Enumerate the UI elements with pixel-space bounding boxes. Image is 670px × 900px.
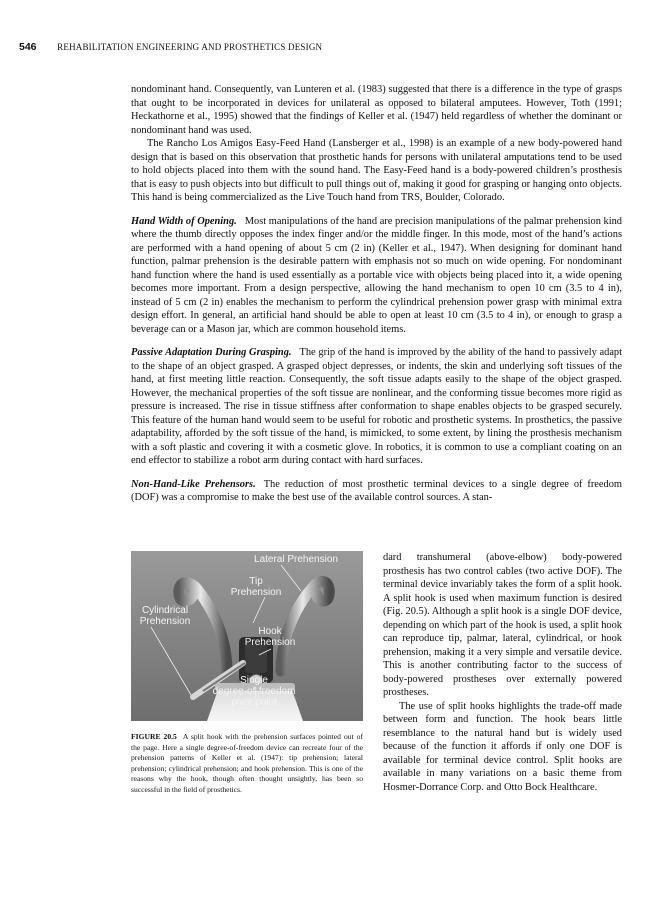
running-head-title: REHABILITATION ENGINEERING AND PROSTHETICS DESIGN xyxy=(57,42,323,52)
right-paragraph-2: The use of split hooks highlights the trade-off made between form and function. The hook bears little resemblance to the natural hand but is widely used because of the function it affords if only one DOF is available for terminal device control. Split hooks are available in many variations on a basic theme from Hosmer-Dorrance Corp. and Otto Bock Healthcare. xyxy=(383,700,622,793)
label-hook-prehension xyxy=(239,626,301,648)
label-tip-prehension xyxy=(226,576,286,598)
right-paragraph-1: dard transhumeral (above-elbow) body-powered prosthesis has two control cables (two active DOF). The terminal device invariably takes the form of a split hook. A split hook is used when maximum function is desired (Fig. 20.5). Although a split hook is a single DOF device, depending on which part of the hook is used, a split hook can reproduce tip, palmar, lateral, cylindrical, or hook prehension, making it a very simple and versatile device. This is another contributing factor to the success of body-powered prostheses over externally powered prostheses. xyxy=(383,552,622,698)
label-line: Prehension xyxy=(244,637,296,648)
section-passive-adaptation xyxy=(131,346,622,468)
label-pivot-point xyxy=(199,675,309,708)
figure-split-hook xyxy=(131,551,363,721)
paragraph-1: nondominant hand. Consequently, van Lunteren et al. (1983) suggested that there is a difference in the type of grasps that ought to be incorporated in devices for unilateral as opposed to bilateral amputees. However, Toth (1991; Heckathorne et al., 1995) showed that the findings of Keller et al. (1947) held regardless of whether the dominant or nondominant hand was used. xyxy=(131,84,622,136)
section-text: Most manipulations of the hand are precision manipulations of the palmar prehension kind where the thumb directly opposes the index finger and/or the middle finger. In this mode, most of the hand’s actions are performed with a hand opening of about 5 cm (2 in) (Keller et al., 1947). When designing for dominant hand function, palmar prehension is the desirable pattern with emphasis not so much on wide opening. For nondominant hand function where the hand is used essentially as a portable vice with objects being placed into it, a wide opening becomes more important. From a design perspective, allowing the hand mechanism to open 10 cm (3.5 to 4 in), instead of 5 cm (2 in) enables the mechanism to perform the cylindrical prehension power grasp with minimal extra design effort. In general, an artificial hand should be able to open at least 10 cm (3.5 to 4 in), or enough to grasp a beverage can or a Mason jar, which are common household items. xyxy=(131,215,622,335)
label-line: Tip xyxy=(249,576,263,587)
label-line: Single xyxy=(240,675,268,686)
right-text-column xyxy=(383,551,622,794)
section-heading: Hand Width of Opening. xyxy=(131,215,237,227)
paragraph-2: The Rancho Los Amigos Easy-Feed Hand (Lansberger et al., 1998) is an example of a new body-powered hand design that is based on this observation that prosthetic hands for persons with unilateral amputations tend to be used to hold objects placed into them with the sound hand. The Easy-Feed hand is a body-powered children’s prosthesis that is easy to push objects into but difficult to pull things out of, making it good for grasping or hanging onto objects. This hand is being commercialized as the Live Touch hand from TRS, Boulder, Colorado. xyxy=(131,138,622,203)
section-text: The grip of the hand is improved by the ability of the hand to passively adapt to the shape of an object grasped. A grasped object depresses, or indents, the skin and underlying soft tissues of the hand, at first meeting little reaction. Consequently, the soft tissue adapts easily to the shape of the object grasped. However, the mechanical properties of the soft tissue are nonlinear, and the conforming tissue becomes more rigid as pressure is increased. The rise in tissue stiffness after conformation to shape enables objects to be grasped securely. This feature of the human hand would seem to be useful for robotic and prosthetic systems. In prosthetics, the passive adaptability, afforded by the soft tissue of the hand, is mimicked, to some extent, by lining the prosthesis mechanism with a soft plastic and covering it with a cosmetic glove. In robotics, it is common to use a compliant coating on an end effector to stabilize a robot arm during contact with hard surfaces. xyxy=(131,347,623,466)
label-line: pivot point xyxy=(231,697,277,708)
caption-label: FIGURE 20.5 xyxy=(131,732,177,741)
label-line: Cylindrical xyxy=(141,605,189,616)
section-heading: Passive Adaptation During Grasping. xyxy=(131,347,292,358)
label-line: degree-of-freedom xyxy=(212,686,296,697)
page-number: 546 xyxy=(19,41,37,53)
label-line: Prehension xyxy=(230,587,282,598)
section-heading: Non-Hand-Like Prehensors. xyxy=(131,478,256,490)
section-non-hand-like xyxy=(131,478,622,505)
caption-text: A split hook with the prehension surfaces pointed out of the page. Here a single degree-of-freedom device can recreate four of the prehension patterns of Keller et al. (1947): tip prehension; lateral prehension; cylindrical prehension; and hook prehension. This is one of the reasons why the hook, though often thought unsightly, has been so successful in the field of prosthetics. xyxy=(131,732,363,794)
label-line: Prehension xyxy=(139,616,191,627)
figure-caption xyxy=(131,732,363,796)
label-line: Hook xyxy=(258,626,282,637)
section-hand-width xyxy=(131,215,622,337)
label-cylindrical-prehension xyxy=(133,605,197,627)
running-header xyxy=(19,41,639,55)
label-lateral-prehension: Lateral Prehension xyxy=(254,554,338,565)
section-text: The reduction of most prosthetic terminal devices to a single degree of freedom (DOF) was a compromise to make the best use of the available control sources. A stan- xyxy=(131,478,623,503)
main-text-column xyxy=(131,83,622,505)
